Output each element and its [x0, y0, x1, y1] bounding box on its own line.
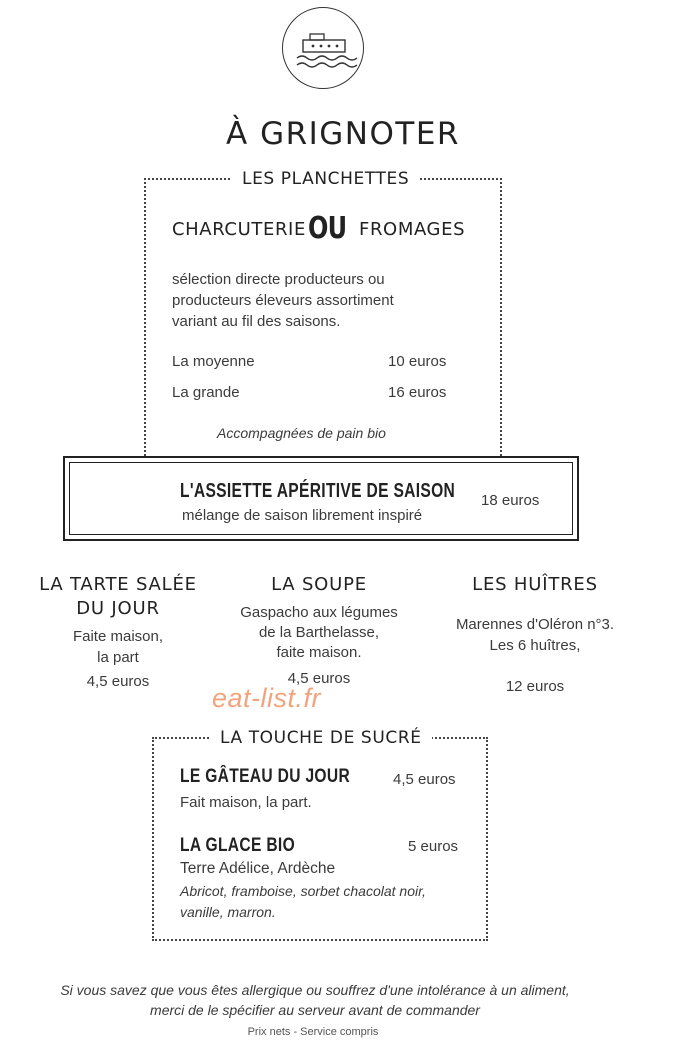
soupe-section [214, 573, 424, 689]
glace-flavors: Abricot, framboise, sorbet chacolat noir, vanille, marron. [180, 883, 426, 920]
assiette-description: mélange de saison librement inspiré [182, 507, 423, 524]
watermark: eat-list.fr [212, 683, 322, 713]
tarte-section [30, 573, 206, 692]
choice-charcuterie: CHARCUTERIE [172, 219, 306, 240]
size-large-label: La grande [172, 384, 240, 401]
allergy-notice: Si vous savez que vous êtes allergique ou souffrez d'une intolérance à un aliment, merci de le spécifier au serveur avant de commander [60, 982, 570, 1018]
gateau-price: 4,5 euros [393, 771, 456, 788]
tarte-line2: la part [97, 649, 139, 666]
assiette-name: L'ASSIETTE APÉRITIVE DE SAISON [180, 480, 456, 502]
soupe-price: 4,5 euros [287, 670, 351, 687]
planchettes-description: sélection directe producteurs ou producteurs éleveurs assortiment variant au fil des saisons. [172, 271, 394, 330]
soupe-title: LA SOUPE [271, 574, 367, 595]
glace-name: LA GLACE BIO [180, 835, 296, 856]
tarte-title-line2: DU JOUR [76, 598, 160, 619]
planchettes-note: Accompagnées de pain bio [217, 425, 386, 441]
planchettes-heading: LES PLANCHETTES [232, 169, 419, 189]
boat-waves-icon [283, 8, 365, 90]
tarte-line1: Faite maison, [72, 628, 164, 645]
soupe-line1: Gaspacho aux légumes [240, 604, 398, 621]
gateau-name: LE GÂTEAU DU JOUR [180, 766, 351, 787]
choice-or: OU [308, 211, 347, 246]
boat-logo-icon [282, 7, 364, 89]
huitres-price: 12 euros [505, 678, 565, 695]
gateau-description: Fait maison, la part. [180, 794, 312, 811]
prices-note: Prix nets - Service compris [247, 1026, 379, 1038]
huitres-section [432, 573, 638, 697]
size-large-price: 16 euros [388, 384, 447, 401]
choice-fromages: FROMAGES [359, 219, 466, 240]
size-medium-price: 10 euros [388, 353, 447, 370]
huitres-line1: Marennes d'Oléron n°3. [455, 616, 615, 633]
tarte-title-line1: LA TARTE SALÉE [39, 574, 197, 595]
huitres-line2: Les 6 huîtres, [489, 637, 581, 654]
glace-description: Terre Adélice, Ardèche [180, 860, 336, 877]
size-medium-label: La moyenne [172, 353, 255, 370]
assiette-price: 18 euros [481, 492, 540, 509]
huitres-title: LES HUÎTRES [472, 574, 598, 595]
soupe-line2: de la Barthelasse, [258, 624, 380, 641]
tarte-price: 4,5 euros [86, 673, 150, 690]
soupe-line3: faite maison. [276, 644, 362, 661]
page-title: À GRIGNOTER [226, 116, 460, 152]
glace-price: 5 euros [408, 838, 459, 855]
sucre-heading: LA TOUCHE DE SUCRÉ [210, 728, 432, 748]
